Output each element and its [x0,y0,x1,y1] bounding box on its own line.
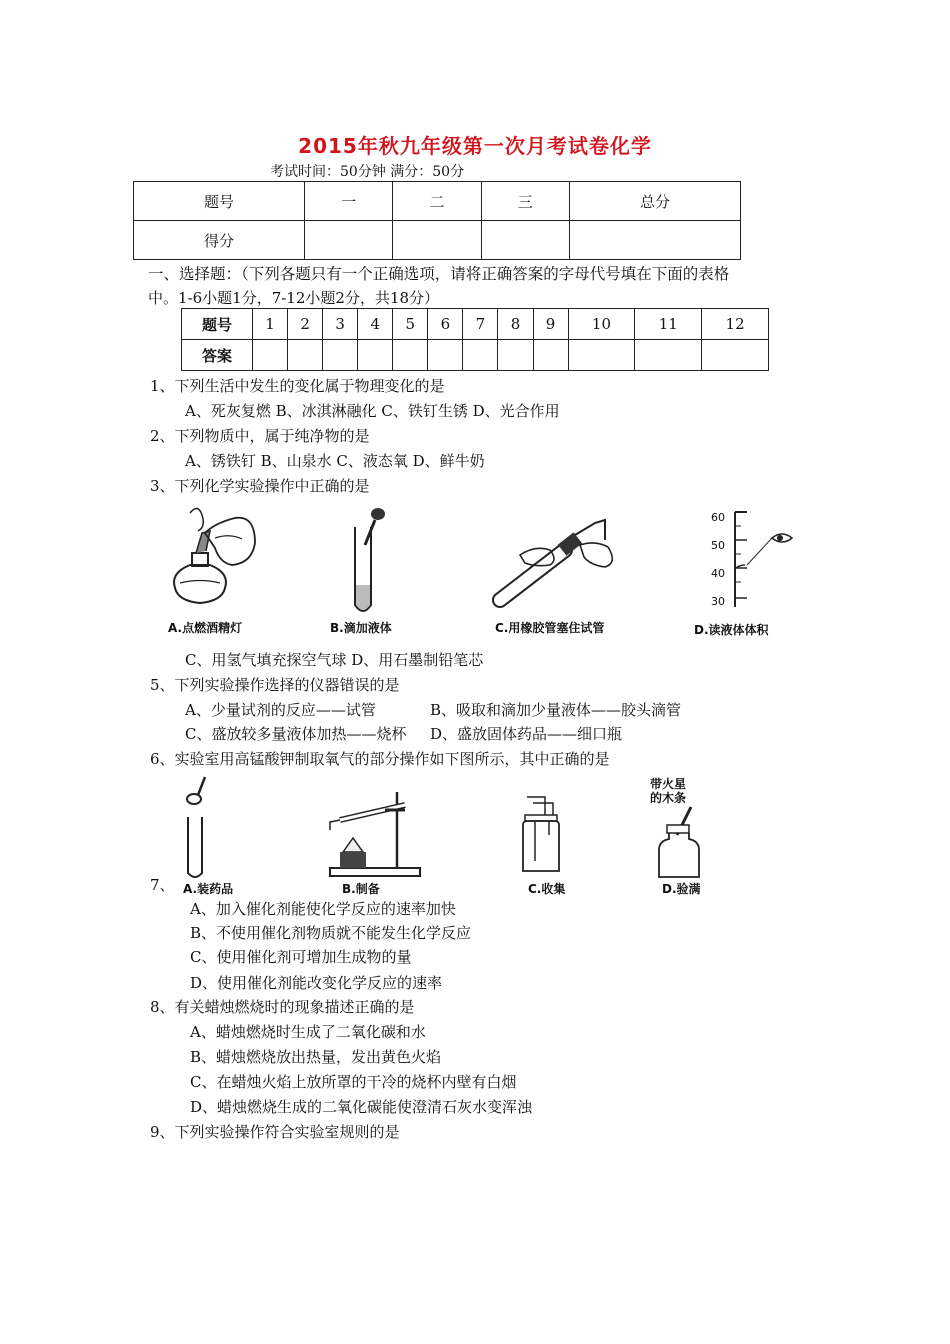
answer-cell[interactable] [533,340,568,371]
figure-caption: C.用橡胶管塞住试管 [495,621,605,635]
question-7-option-c: C、使用催化剂可增加生成物的量 [190,948,412,966]
question-7-option-b: B、不使用催化剂物质就不能发生化学反应 [190,924,472,942]
score-table [133,181,741,260]
question-8-option-b: B、蜡烛燃烧放出热量，发出黄色火焰 [190,1048,442,1066]
dropper-tube-figure [345,505,395,620]
splint-label-line: 带火星 [650,777,687,791]
score-cell[interactable] [305,221,393,260]
score-cell[interactable] [481,221,569,260]
answer-cell[interactable] [702,340,769,371]
figure-caption: A.点燃酒精灯 [168,621,243,635]
answer-row-label: 答案 [182,340,253,371]
question-6: 6、实验室用高锰酸钾制取氧气的部分操作如下图所示，其中正确的是 [150,750,610,768]
question-5-option-c: C、盛放较多量液体加热——烧杯 [185,725,407,743]
question-7-option-d: D、使用催化剂能改变化学反应的速率 [190,974,443,992]
figure-caption: C.收集 [528,882,566,896]
collection-bottle-figure [515,795,565,875]
score-header-total: 总分 [569,182,740,221]
question-2-options: A、锈铁钉 B、山泉水 C、液态氧 D、鲜牛奶 [185,452,485,470]
section-heading: 一、选择题：（下列各题只有一个正确选项，请将正确答案的字母代号填在下面的表格 [148,265,730,283]
answer-row-label: 题号 [182,309,253,340]
question-1: 1、下列生活中发生的变化属于物理变化的是 [150,377,445,395]
splint-label [650,777,686,805]
check-full-figure [655,805,705,880]
answer-number-cell: 11 [635,309,702,340]
figure-caption: D.验满 [662,882,701,896]
question-7-option-a: A、加入催化剂能使化学反应的速率加快 [190,900,456,918]
spoon-tube-figure [180,775,230,880]
stopper-tube-figure [480,505,640,620]
answer-number-cell: 6 [428,309,463,340]
answer-cell[interactable] [393,340,428,371]
question-8-option-d: D、蜡烛燃烧生成的二氧化碳能使澄清石灰水变浑浊 [190,1098,533,1116]
score-cell[interactable] [569,221,740,260]
answer-cell[interactable] [463,340,498,371]
answer-cell[interactable] [498,340,533,371]
answer-number-cell: 9 [533,309,568,340]
question-3: 3、下列化学实验操作中正确的是 [150,477,370,495]
splint-label-line: 的木条 [650,791,687,805]
question-5-option-a: A、少量试剂的反应——试管 [185,701,376,719]
answer-cell[interactable] [358,340,393,371]
answer-number-cell: 5 [393,309,428,340]
answer-cell[interactable] [635,340,702,371]
answer-table [181,308,769,371]
tick-label: 50 [711,539,725,552]
tick-label: 40 [711,567,725,580]
question-1-options: A、死灰复燃 B、冰淇淋融化 C、铁钉生锈 D、光合作用 [185,402,560,420]
question-8-option-a: A、蜡烛燃烧时生成了二氧化碳和水 [190,1023,426,1041]
score-header-section-2: 二 [393,182,481,221]
figure-caption: A.装药品 [183,882,234,896]
answer-cell[interactable] [568,340,635,371]
figure-caption: B.滴加液体 [330,621,392,635]
answer-number-cell: 7 [463,309,498,340]
section-heading-cont: 中。1-6小题1分，7-12小题2分，共18分） [148,289,440,307]
tick-label: 30 [711,595,725,608]
question-8: 8、有关蜡烛燃烧时的现象描述正确的是 [150,998,415,1016]
answer-cell[interactable] [428,340,463,371]
answer-cell[interactable] [323,340,358,371]
question-4-options: C、用氢气填充探空气球 D、用石墨制铅笔芯 [185,651,484,669]
answer-number-cell: 8 [498,309,533,340]
alcohol-lamp-figure [160,503,270,618]
score-header-number: 题号 [134,182,305,221]
score-cell[interactable] [393,221,481,260]
question-8-option-c: C、在蜡烛火焰上放所罩的干冷的烧杯内壁有白烟 [190,1073,517,1091]
cylinder-scale [695,511,725,609]
question-2: 2、下列物质中，属于纯净物的是 [150,427,370,445]
answer-number-cell: 3 [323,309,358,340]
heating-apparatus-figure [325,790,430,880]
question-7-number: 7、 [150,876,175,894]
question-5: 5、下列实验操作选择的仪器错误的是 [150,676,400,694]
tick-label: 60 [711,511,725,524]
exam-info: 考试时间：50分钟 满分：50分 [270,164,465,180]
figure-caption: B.制备 [342,882,380,896]
answer-number-cell: 2 [288,309,323,340]
answer-number-cell: 10 [568,309,635,340]
answer-cell[interactable] [253,340,288,371]
answer-number-cell: 4 [358,309,393,340]
question-5-option-b: B、吸取和滴加少量液体——胶头滴管 [430,701,682,719]
score-row-label: 得分 [134,221,305,260]
answer-number-cell: 1 [253,309,288,340]
question-5-option-d: D、盛放固体药品——细口瓶 [430,725,623,743]
answer-number-cell: 12 [702,309,769,340]
score-header-section-1: 一 [305,182,393,221]
figure-caption: D.读液体体积 [694,623,769,637]
score-header-section-3: 三 [481,182,569,221]
page-title: 2015年秋九年级第一次月考试卷化学 [298,134,652,158]
answer-cell[interactable] [288,340,323,371]
question-9: 9、下列实验操作符合实验室规则的是 [150,1123,400,1141]
